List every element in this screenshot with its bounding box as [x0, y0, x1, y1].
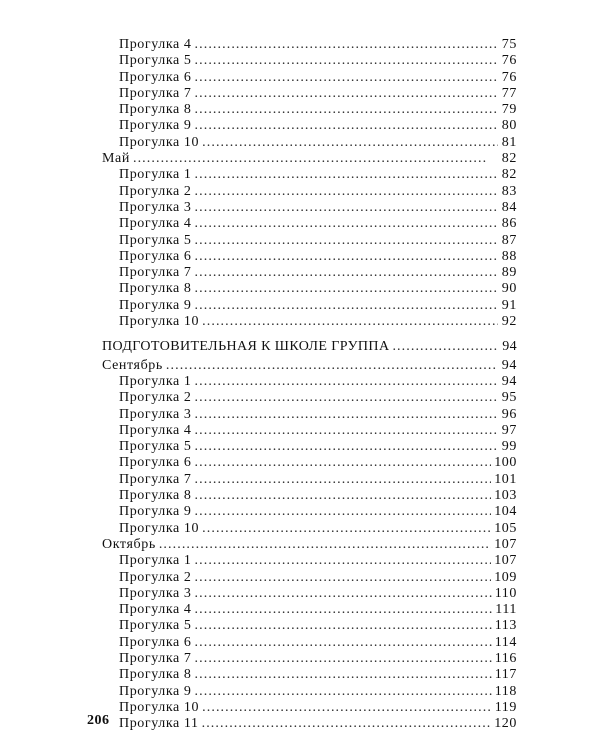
toc-entry-walk — [102, 314, 517, 330]
toc-entry-label: Прогулка 9 — [119, 683, 192, 699]
toc-entry-page: 119 — [494, 699, 517, 715]
toc-entry-page: 111 — [495, 602, 517, 618]
toc-entry-label: Прогулка 7 — [119, 85, 192, 101]
dot-leader — [195, 667, 492, 683]
toc-entry-page: 109 — [494, 569, 517, 585]
toc-entry-label: Прогулка 11 — [119, 716, 199, 732]
toc-entry-walk — [102, 553, 517, 569]
toc-entry-page: 107 — [494, 553, 517, 569]
toc-entry-page: 94 — [501, 373, 517, 389]
toc-entry-page: 84 — [501, 199, 517, 215]
dot-leader — [195, 216, 498, 232]
toc-entry-walk — [102, 265, 517, 281]
toc-entry-walk — [102, 602, 517, 618]
dot-leader — [195, 102, 498, 118]
toc-entry-page: 116 — [494, 650, 517, 666]
toc-entry-label: Прогулка 6 — [119, 455, 192, 471]
toc-entry-walk — [102, 118, 517, 134]
toc-entry-label: Прогулка 2 — [119, 183, 192, 199]
toc-entry-page: 107 — [494, 536, 517, 552]
dot-leader — [195, 167, 498, 183]
toc-entry-page: 118 — [494, 683, 517, 699]
toc-entry-page: 117 — [494, 667, 517, 683]
toc-entry-page: 95 — [501, 390, 517, 406]
dot-leader — [195, 586, 492, 602]
dot-leader — [195, 504, 492, 520]
toc-entry-label: Прогулка 2 — [119, 569, 192, 585]
toc-entry-label: Прогулка 9 — [119, 118, 192, 134]
toc-entry-walk — [102, 716, 517, 732]
toc-entry-page: 114 — [494, 634, 517, 650]
toc-entry-walk — [102, 521, 517, 537]
toc-entry-label: Прогулка 6 — [119, 248, 192, 264]
toc-entry-page: 97 — [501, 422, 517, 438]
toc-entry-label: Прогулка 5 — [119, 618, 192, 634]
dot-leader — [195, 618, 492, 634]
toc-entry-walk — [102, 249, 517, 265]
dot-leader — [202, 700, 492, 716]
toc-entry-walk — [102, 281, 517, 297]
toc-entry-page: 92 — [501, 314, 517, 330]
toc-entry-label: Прогулка 1 — [119, 373, 192, 389]
toc-entry-walk — [102, 37, 517, 53]
dot-leader — [195, 423, 498, 439]
toc-entry-walk — [102, 407, 517, 423]
toc-entry-label: Прогулка 3 — [119, 406, 192, 422]
toc-entry-page: 105 — [494, 520, 517, 536]
dot-leader — [195, 602, 493, 618]
toc-entry-page: 94 — [502, 339, 517, 355]
toc-entry-walk — [102, 667, 517, 683]
dot-leader — [202, 521, 491, 537]
toc-entry-page: 110 — [494, 585, 517, 601]
dot-leader — [195, 249, 498, 265]
toc-entry-page: 82 — [501, 167, 517, 183]
toc-entry-label: Прогулка 6 — [119, 634, 192, 650]
dot-leader — [195, 233, 498, 249]
dot-leader — [195, 407, 498, 423]
toc-entry-page: 82 — [501, 151, 517, 167]
toc-entry-page: 90 — [501, 281, 517, 297]
toc-entry-page: 77 — [501, 85, 517, 101]
toc-entry-page: 94 — [501, 357, 517, 373]
toc-entry-walk — [102, 504, 517, 520]
toc-entry-walk — [102, 53, 517, 69]
toc-entry-label: Прогулка 8 — [119, 281, 192, 297]
toc-entry-page: 81 — [501, 134, 517, 150]
dot-leader — [133, 151, 498, 167]
toc-entry-walk — [102, 684, 517, 700]
toc-entry-walk — [102, 102, 517, 118]
toc-entry-walk — [102, 86, 517, 102]
toc-entry-page: 99 — [501, 439, 517, 455]
toc-entry-section — [102, 339, 517, 355]
dot-leader — [202, 135, 498, 151]
toc-entry-walk — [102, 455, 517, 471]
toc-entry-label: Прогулка 8 — [119, 102, 192, 118]
toc-entry-label: ПОДГОТОВИТЕЛЬНАЯ К ШКОЛЕ ГРУППА — [102, 339, 390, 355]
dot-leader — [195, 488, 492, 504]
toc-entry-label: Прогулка 7 — [119, 471, 192, 487]
dot-leader — [195, 37, 498, 53]
dot-leader — [195, 200, 498, 216]
toc-entry-month — [102, 358, 517, 374]
toc-entry-walk — [102, 586, 517, 602]
toc-entry-walk — [102, 184, 517, 200]
toc-entry-page: 120 — [494, 716, 517, 732]
toc-entry-walk — [102, 423, 517, 439]
toc-entry-walk — [102, 651, 517, 667]
dot-leader — [195, 86, 498, 102]
toc-entry-label: Прогулка 5 — [119, 232, 192, 248]
toc-entry-walk — [102, 700, 517, 716]
toc-entry-label: Прогулка 4 — [119, 37, 192, 52]
toc-entry-label: Прогулка 10 — [119, 314, 200, 330]
dot-leader — [195, 570, 492, 586]
toc-entry-month — [102, 151, 517, 167]
toc-entry-page: 100 — [494, 455, 517, 471]
toc-entry-label: Прогулка 9 — [119, 297, 192, 313]
toc-entry-label: Прогулка 5 — [119, 53, 192, 69]
toc-entry-page: 104 — [494, 504, 517, 520]
toc-entry-label: Прогулка 9 — [119, 504, 192, 520]
toc-entry-walk — [102, 135, 517, 151]
toc-entry-label: Прогулка 4 — [119, 216, 192, 232]
table-of-contents — [102, 37, 517, 732]
toc-entry-label: Прогулка 7 — [119, 650, 192, 666]
toc-entry-page: 96 — [501, 406, 517, 422]
toc-entry-walk — [102, 70, 517, 86]
toc-entry-label: Сентябрь — [102, 357, 163, 373]
toc-entry-label: Прогулка 8 — [119, 667, 192, 683]
toc-entry-page: 75 — [501, 37, 517, 52]
toc-entry-label: Прогулка 10 — [119, 520, 200, 536]
toc-entry-page: 101 — [494, 471, 517, 487]
toc-entry-page: 83 — [501, 183, 517, 199]
dot-leader — [195, 684, 492, 700]
toc-entry-page: 103 — [494, 488, 517, 504]
toc-entry-label: Прогулка 3 — [119, 199, 192, 215]
toc-entry-walk — [102, 472, 517, 488]
dot-leader — [195, 374, 498, 390]
toc-entry-page: 88 — [501, 248, 517, 264]
toc-entry-walk — [102, 374, 517, 390]
dot-leader — [195, 118, 498, 134]
dot-leader — [195, 53, 498, 69]
toc-entry-label: Прогулка 1 — [119, 167, 192, 183]
dot-leader — [202, 716, 492, 732]
dot-leader — [195, 70, 498, 86]
dot-leader — [195, 455, 492, 471]
toc-entry-month — [102, 537, 517, 553]
dot-leader — [195, 553, 492, 569]
toc-entry-label: Прогулка 3 — [119, 585, 192, 601]
dot-leader — [195, 390, 498, 406]
toc-entry-label: Прогулка 6 — [119, 69, 192, 85]
dot-leader — [202, 314, 498, 330]
toc-entry-page: 113 — [494, 618, 517, 634]
toc-entry-page: 76 — [501, 53, 517, 69]
toc-entry-walk — [102, 167, 517, 183]
dot-leader — [392, 339, 498, 355]
toc-entry-label: Прогулка 7 — [119, 265, 192, 281]
toc-entry-walk — [102, 570, 517, 586]
toc-entry-page: 87 — [501, 232, 517, 248]
dot-leader — [195, 651, 492, 667]
toc-entry-walk — [102, 390, 517, 406]
toc-entry-walk — [102, 488, 517, 504]
dot-leader — [159, 537, 491, 553]
toc-entry-label: Прогулка 4 — [119, 422, 192, 438]
toc-entry-label: Прогулка 4 — [119, 602, 192, 618]
dot-leader — [195, 298, 498, 314]
toc-entry-walk — [102, 298, 517, 314]
toc-entry-walk — [102, 635, 517, 651]
toc-entry-label: Октябрь — [102, 536, 156, 552]
toc-entry-walk — [102, 439, 517, 455]
dot-leader — [195, 281, 498, 297]
toc-entry-page: 86 — [501, 216, 517, 232]
toc-entry-page: 79 — [501, 102, 517, 118]
dot-leader — [195, 635, 492, 651]
toc-entry-walk — [102, 216, 517, 232]
toc-entry-walk — [102, 233, 517, 249]
dot-leader — [166, 358, 498, 374]
toc-entry-page: 80 — [501, 118, 517, 134]
toc-entry-label: Прогулка 1 — [119, 553, 192, 569]
toc-entry-label: Прогулка 10 — [119, 134, 200, 150]
page-number: 206 — [87, 713, 110, 728]
toc-entry-page: 91 — [501, 297, 517, 313]
toc-entry-label: Май — [102, 151, 130, 167]
dot-leader — [195, 265, 498, 281]
dot-leader — [195, 184, 498, 200]
toc-entry-label: Прогулка 5 — [119, 439, 192, 455]
toc-entry-label: Прогулка 8 — [119, 488, 192, 504]
toc-entry-walk — [102, 200, 517, 216]
dot-leader — [195, 439, 498, 455]
toc-entry-page: 89 — [501, 265, 517, 281]
toc-entry-label: Прогулка 2 — [119, 390, 192, 406]
toc-entry-walk — [102, 618, 517, 634]
dot-leader — [195, 472, 492, 488]
toc-entry-label: Прогулка 10 — [119, 699, 200, 715]
toc-entry-page: 76 — [501, 69, 517, 85]
